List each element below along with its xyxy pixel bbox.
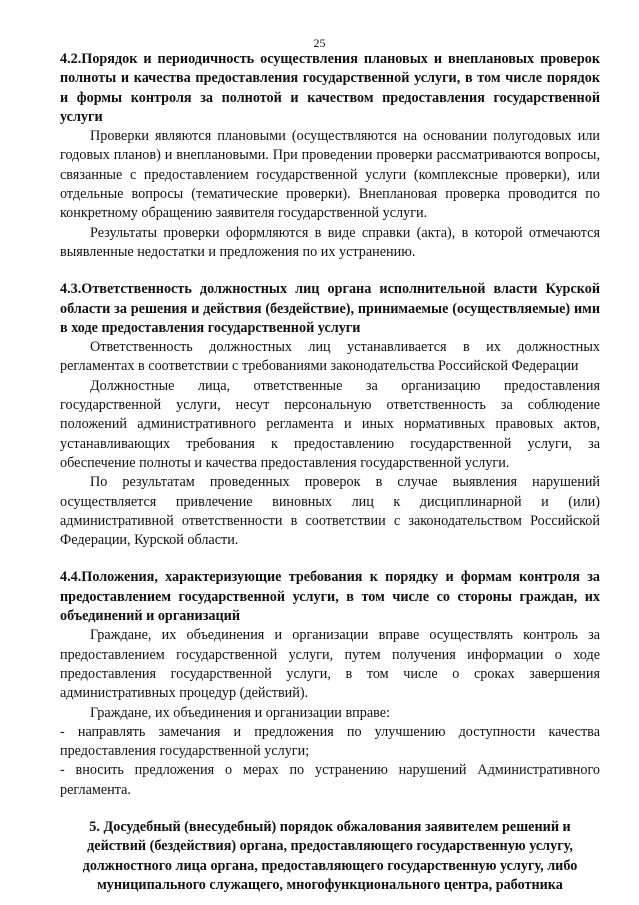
spacer [60, 262, 600, 280]
page-number: 25 [313, 36, 326, 50]
spacer [60, 550, 600, 568]
section-4-4-heading: 4.4.Положения, характеризующие требования к порядку и формам контроля за предоставлением государственной услуги, в том числе со стороны граждан, их объединений и организаций [60, 569, 600, 625]
section-4-3-paragraph-3: По результатам проведенных проверок в случае выявления нарушений осуществляется привлечение виновных лиц к дисциплинарной и (или) административной ответственности в соответствии с законодательством Российской Федерации, Курской области. [60, 474, 600, 549]
section-4-4-list-item-1: - направлять замечания и предложения по улучшению доступности качества предоставления государственной услуги; [60, 723, 600, 760]
section-4-2-heading: 4.2.Порядок и периодичность осуществления плановых и внеплановых проверок полноты и качества предоставления государственной услуги, в том числе порядок и формы контроля за полнотой и качеством предоставления государственной услуги [60, 51, 600, 125]
section-4-4-paragraph-1: Граждане, их объединения и организации вправе осуществлять контроль за предоставлением государственной услуги, путем получения информации о ходе предоставления государственной услуги, в том числе о сроках завершения административных процедур (действий). [60, 627, 600, 702]
section-4-4-list-item-2: - вносить предложения о мерах по устранению нарушений Административного регламента. [60, 762, 600, 798]
section-4-2-paragraph-2: Результаты проверки оформляются в виде справки (акта), в которой отмечаются выявленные недостатки и предложения по их устранению. [60, 224, 600, 260]
document-body [60, 50, 600, 895]
section-5-heading: 5. Досудебный (внесудебный) порядок обжалования заявителем решений и действий (бездействия) органа, предоставляющего государственную услугу, должностного лица органа, предоставляющего государственную услугу, либо муниципального служащего, многофункционального центра, работника [82, 818, 578, 893]
section-4-3-paragraph-2: Должностные лица, ответственные за организацию предоставления государственной услуги, несут персональную ответственность за соблюдение положений административного регламента и иных нормативных правовых актов, устанавливающих требования к предоставлению государственной услуги, за обеспечение полноты и качества предоставления государственной услуги. [60, 377, 600, 471]
section-4-3-heading: 4.3.Ответственность должностных лиц органа исполнительной власти Курской области за решения и действия (бездействие), принимаемые (осуществляемые) ими в ходе предоставления государственной услуги [60, 281, 600, 336]
spacer [60, 800, 600, 818]
section-4-2-paragraph-1: Проверки являются плановыми (осуществляются на основании полугодовых или годовых планов) и внеплановыми. При проведении проверки рассматриваются вопросы, связанные с предоставлением государственной услуги (комплексные проверки), или отдельные вопросы (тематические проверки). Внеплановая проверка проводится по конкретному обращению заявителя государственной услуги. [60, 128, 600, 222]
section-4-3-paragraph-1: Ответственность должностных лиц устанавливается в их должностных регламентах в соответствии с требованиями законодательства Российской Федерации [60, 339, 600, 375]
section-4-4-paragraph-2: Граждане, их объединения и организации вправе: [90, 704, 390, 721]
